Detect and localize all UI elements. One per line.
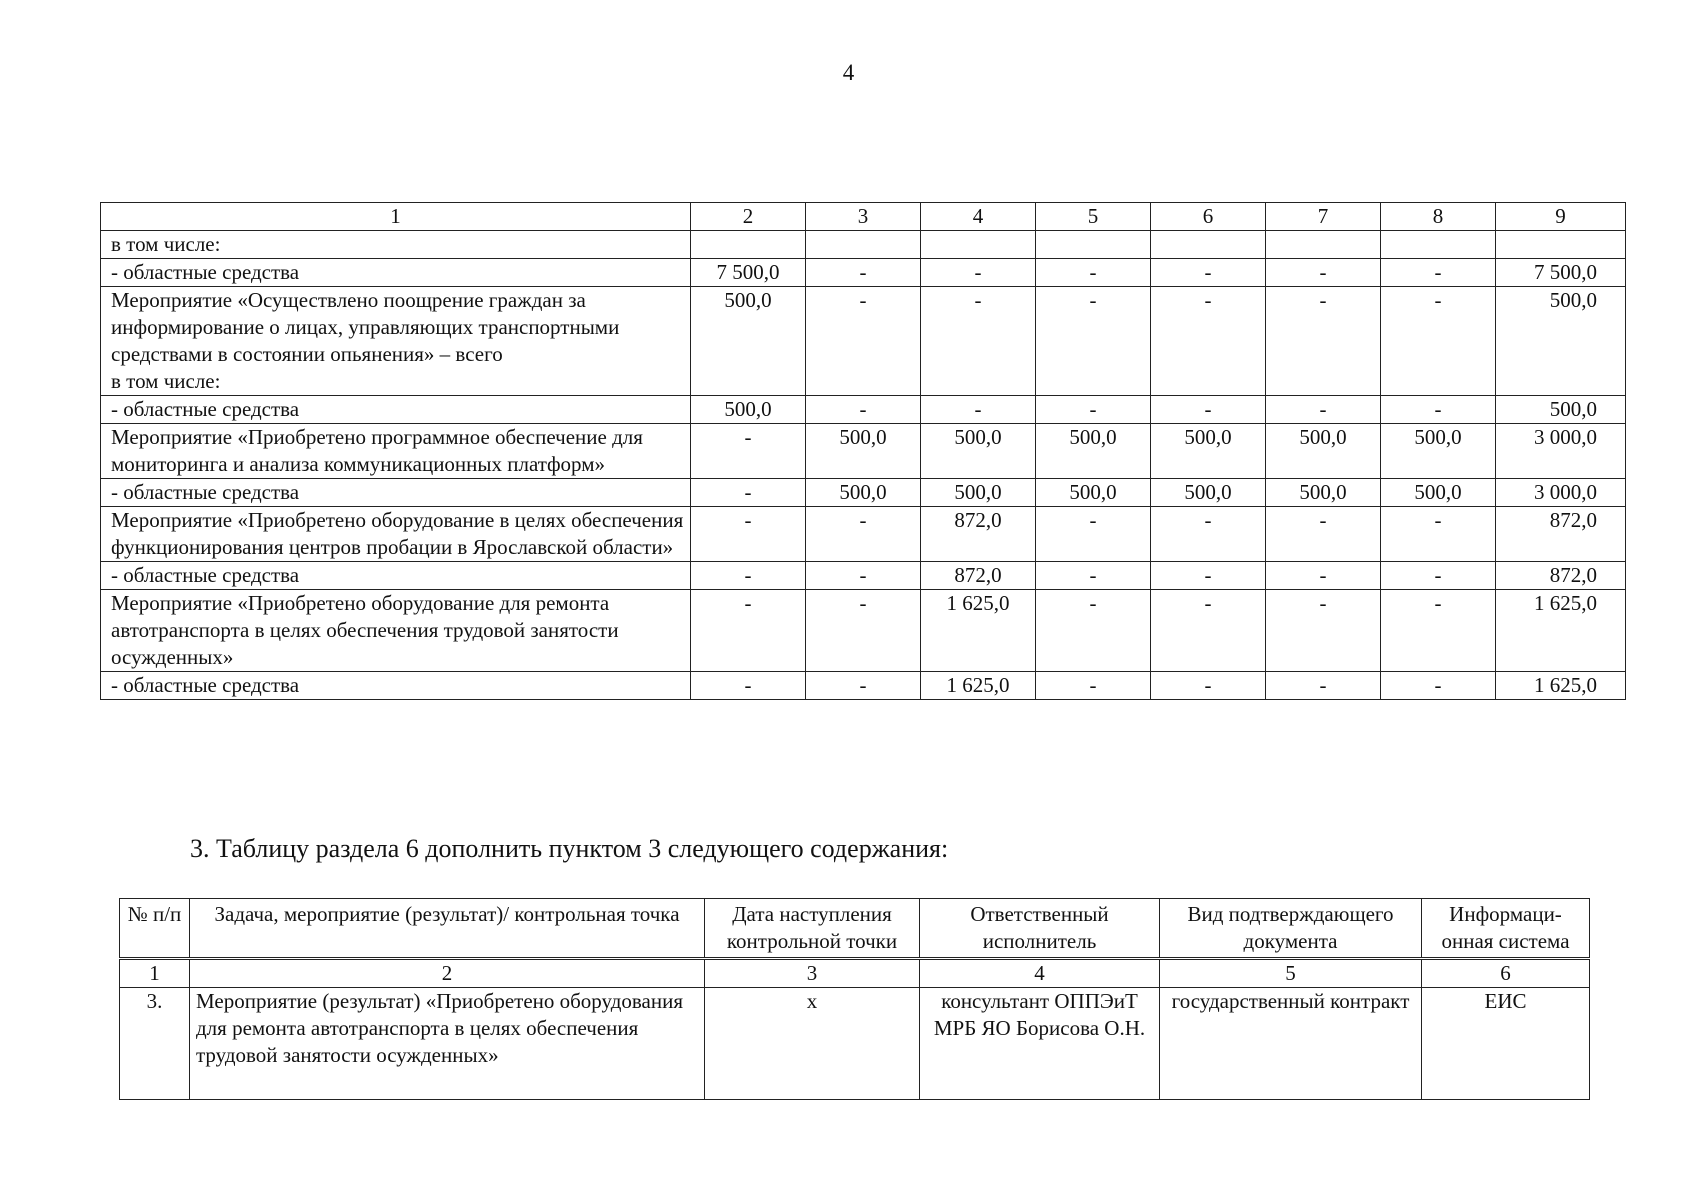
value-cell: - (1151, 562, 1266, 590)
column-number: 7 (1266, 203, 1381, 231)
value-cell: - (1151, 259, 1266, 287)
value-cell: - (1266, 507, 1381, 562)
value-cell: - (1036, 259, 1151, 287)
value-cell: 500,0 (806, 424, 921, 479)
value-cell: 500,0 (691, 287, 806, 369)
value-cell: 500,0 (921, 424, 1036, 479)
table-row (101, 396, 1626, 424)
value-cell: - (806, 287, 921, 369)
table-row (101, 479, 1626, 507)
value-cell: - (806, 259, 921, 287)
value-cell: 500,0 (1496, 287, 1626, 369)
value-cell: - (1381, 507, 1496, 562)
value-cell: 3 000,0 (1496, 479, 1626, 507)
column-number: 6 (1151, 203, 1266, 231)
row-number: 3. (120, 988, 190, 1100)
column-number: 1 (120, 959, 190, 988)
table-row (101, 672, 1626, 700)
value-cell: - (806, 562, 921, 590)
value-cell: - (1381, 672, 1496, 700)
value-cell: - (1151, 507, 1266, 562)
value-cell: - (806, 507, 921, 562)
value-cell: 1 625,0 (1496, 672, 1626, 700)
value-cell: - (1266, 287, 1381, 369)
value-cell (1381, 368, 1496, 396)
value-cell (921, 368, 1036, 396)
value-cell (1151, 231, 1266, 259)
table-row (120, 988, 1590, 1100)
column-number: 9 (1496, 203, 1626, 231)
row-label: в том числе: (101, 368, 691, 396)
value-cell: 500,0 (1151, 424, 1266, 479)
value-cell: - (806, 672, 921, 700)
value-cell: 500,0 (691, 396, 806, 424)
row-label: - областные средства (101, 672, 691, 700)
value-cell: - (1151, 396, 1266, 424)
value-cell: 500,0 (1496, 396, 1626, 424)
value-cell: - (921, 396, 1036, 424)
value-cell (691, 231, 806, 259)
column-number: 2 (190, 959, 705, 988)
value-cell: - (1036, 507, 1151, 562)
value-cell: - (806, 590, 921, 672)
value-cell: - (806, 396, 921, 424)
value-cell: 500,0 (1266, 479, 1381, 507)
value-cell: 500,0 (1151, 479, 1266, 507)
responsible-cell: консультант ОППЭиТ МРБ ЯО Борисова О.Н. (920, 988, 1160, 1100)
value-cell (1036, 368, 1151, 396)
table-row (101, 259, 1626, 287)
column-number: 8 (1381, 203, 1496, 231)
value-cell: 1 625,0 (921, 672, 1036, 700)
value-cell: - (1266, 396, 1381, 424)
value-cell: - (1151, 590, 1266, 672)
row-label: в том числе: (101, 231, 691, 259)
value-cell: - (921, 259, 1036, 287)
value-cell: - (1381, 562, 1496, 590)
header-system: Информаци-онная система (1422, 899, 1590, 959)
value-cell: - (1036, 590, 1151, 672)
column-number: 6 (1422, 959, 1590, 988)
row-label: - областные средства (101, 562, 691, 590)
value-cell (1036, 231, 1151, 259)
value-cell: 872,0 (921, 562, 1036, 590)
value-cell: 500,0 (1036, 424, 1151, 479)
column-number-row (101, 203, 1626, 231)
control-points-table (119, 898, 1590, 1100)
value-cell: - (691, 562, 806, 590)
value-cell: - (1151, 287, 1266, 369)
value-cell: - (691, 479, 806, 507)
table-row (101, 562, 1626, 590)
page-number: 4 (842, 60, 855, 85)
date-cell: х (705, 988, 920, 1100)
column-number: 4 (920, 959, 1160, 988)
document-cell: государственный контракт (1160, 988, 1422, 1100)
value-cell: 500,0 (1266, 424, 1381, 479)
table-row (101, 507, 1626, 562)
value-cell: - (1036, 672, 1151, 700)
value-cell: 500,0 (921, 479, 1036, 507)
value-cell: - (691, 672, 806, 700)
value-cell: - (1266, 562, 1381, 590)
row-label: Мероприятие «Приобретено программное обеспечение для мониторинга и анализа коммуникационных платформ» (101, 424, 691, 479)
value-cell: 872,0 (1496, 507, 1626, 562)
value-cell: 1 625,0 (921, 590, 1036, 672)
value-cell: - (1381, 590, 1496, 672)
value-cell (806, 368, 921, 396)
table-header-row (120, 899, 1590, 959)
column-number: 3 (806, 203, 921, 231)
value-cell (1151, 368, 1266, 396)
value-cell: 7 500,0 (691, 259, 806, 287)
value-cell (1381, 231, 1496, 259)
table-row (101, 590, 1626, 672)
system-cell: ЕИС (1422, 988, 1590, 1100)
value-cell (806, 231, 921, 259)
value-cell: - (921, 287, 1036, 369)
value-cell: 872,0 (1496, 562, 1626, 590)
value-cell (691, 368, 806, 396)
task-cell: Мероприятие (результат) «Приобретено оборудования для ремонта автотранспорта в целях обеспечения трудовой занятости осужденных» (190, 988, 705, 1100)
row-label: Мероприятие «Приобретено оборудование для ремонта автотранспорта в целях обеспечения трудовой занятости осужденных» (101, 590, 691, 672)
row-label: - областные средства (101, 479, 691, 507)
value-cell: - (1266, 672, 1381, 700)
instruction-text: 3. Таблицу раздела 6 дополнить пунктом 3 следующего содержания: (190, 834, 949, 863)
value-cell: 872,0 (921, 507, 1036, 562)
header-num: № п/п (120, 899, 190, 959)
column-number: 5 (1160, 959, 1422, 988)
table-row (101, 368, 1626, 396)
value-cell (1496, 231, 1626, 259)
header-date: Дата наступления контрольной точки (705, 899, 920, 959)
value-cell: - (1381, 259, 1496, 287)
value-cell: - (1381, 287, 1496, 369)
value-cell: - (1036, 287, 1151, 369)
column-number: 4 (921, 203, 1036, 231)
value-cell: 3 000,0 (1496, 424, 1626, 479)
value-cell: - (1036, 396, 1151, 424)
header-task: Задача, мероприятие (результат)/ контрольная точка (190, 899, 705, 959)
value-cell: 500,0 (1381, 479, 1496, 507)
column-number-row (120, 959, 1590, 988)
header-document: Вид подтверждающего документа (1160, 899, 1422, 959)
value-cell (1496, 368, 1626, 396)
table-row (101, 231, 1626, 259)
column-number: 5 (1036, 203, 1151, 231)
value-cell: 500,0 (806, 479, 921, 507)
value-cell: - (1381, 396, 1496, 424)
value-cell: - (691, 424, 806, 479)
row-label: - областные средства (101, 259, 691, 287)
table-row (101, 287, 1626, 369)
value-cell (1266, 368, 1381, 396)
value-cell: 1 625,0 (1496, 590, 1626, 672)
value-cell: - (1266, 259, 1381, 287)
value-cell (1266, 231, 1381, 259)
column-number: 2 (691, 203, 806, 231)
column-number: 3 (705, 959, 920, 988)
value-cell: 7 500,0 (1496, 259, 1626, 287)
column-number: 1 (101, 203, 691, 231)
value-cell: - (1036, 562, 1151, 590)
value-cell: - (691, 507, 806, 562)
value-cell (921, 231, 1036, 259)
value-cell: - (1266, 590, 1381, 672)
value-cell: - (1151, 672, 1266, 700)
header-responsible: Ответственный исполнитель (920, 899, 1160, 959)
value-cell: 500,0 (1036, 479, 1151, 507)
table-row (101, 424, 1626, 479)
row-label: Мероприятие «Осуществлено поощрение граждан за информирование о лицах, управляющих транспортными средствами в состоянии опьянения» – всего (101, 287, 691, 369)
value-cell: - (691, 590, 806, 672)
value-cell: 500,0 (1381, 424, 1496, 479)
funding-table (100, 202, 1626, 700)
row-label: Мероприятие «Приобретено оборудование в целях обеспечения функционирования центров пробации в Ярославской области» (101, 507, 691, 562)
row-label: - областные средства (101, 396, 691, 424)
